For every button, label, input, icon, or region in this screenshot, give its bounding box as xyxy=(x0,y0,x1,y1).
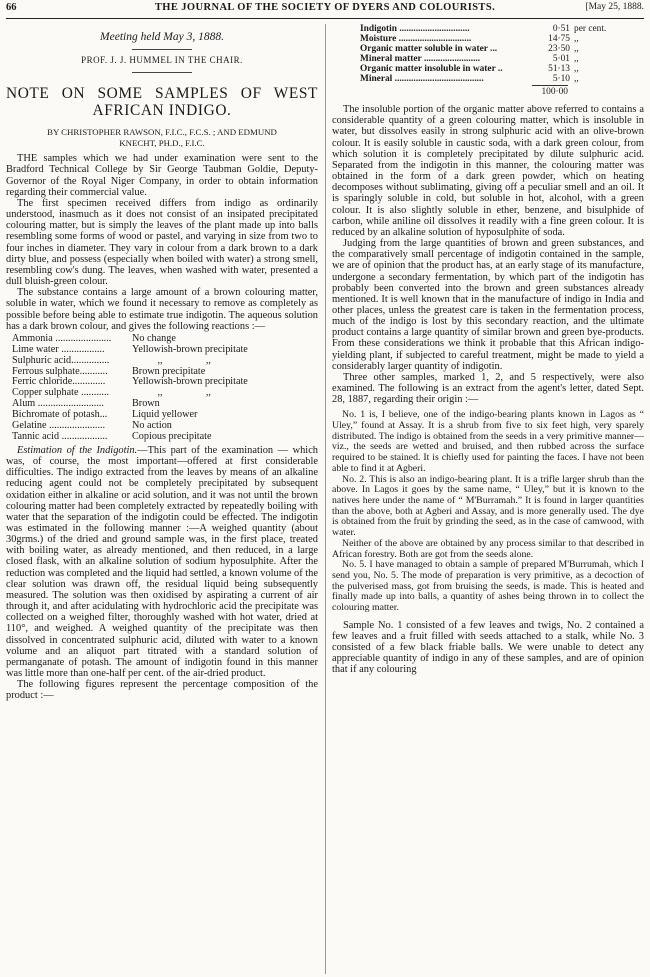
component-cell: Mineral ...................................... xyxy=(360,74,484,84)
table-row xyxy=(360,44,606,54)
value-cell: 5·01 xyxy=(552,54,570,64)
table-row xyxy=(12,432,248,443)
chair-line: PROF. J. J. HUMMEL IN THE CHAIR. xyxy=(81,55,243,66)
letter-paragraph: No. 5. I have managed to obtain a sample of prepared M'Burrumah, which I send you, No. 5. The mode of preparation is very primitive, as a decoction of the pulverised mass, got from bruising the seeds, is made. This is heated and finally made up into balls, a quantity of ashes being thrown in to collect the colouring matter. xyxy=(332,559,644,614)
paragraph: Judging from the large quantities of brown and green substances, and the comparatively small percentage of indigotin contained in the sample, we are of opinion that the product has, at an early stage of its manufacture, undergone a secondary fermentation, by which part of the indigotin has probably been converted into the brown and green substances already mentioned. It is well known that in the manufacture of indigo in India and other places, unless the greatest care is taken in the fermentation process, much of the indigo is lost by this secondary reaction, and the ultimate product contains a large quantity of similar brown and green bye-products. From these considerations we think it probable that this African indigo-yielding plant, if subjected to careful treatment, might be made to yield a considerably larger quantity of indigotin. xyxy=(332,238,644,372)
result-cell: No action xyxy=(132,420,172,432)
page-number: 66 xyxy=(6,2,17,13)
journal-title: THE JOURNAL OF THE SOCIETY OF DYERS AND COLOURISTS. xyxy=(154,2,496,13)
table-row xyxy=(360,54,606,64)
header-rule xyxy=(6,18,644,19)
paragraph xyxy=(6,445,318,679)
running-header xyxy=(6,2,644,18)
letter-paragraph: Neither of the above are obtained by any process similar to that described in African forestry. Both are got from the seeds alone. xyxy=(332,537,644,560)
paragraph: The first specimen received differs from indigo as ordinarily understood, inasmuch as it does not consist of an insipated precipitated colouring matter, but is simply the leaves of the plant made up into balls resembling some forms of wood or pastel, and varying in size from two to four inches in diameter. They vary in colour from a dark brown to a dark dirty blue, and possess (especially when boiled with water) a strong smell, resembling cow's dung. The leaves, when washed with water, presented a dull bluish-green colour. xyxy=(6,197,318,288)
paragraph: Three other samples, marked 1, 2, and 5 respectively, were also examined. The following is an extract from the agent's letter, dated Sept. 28, 1887, regarding their origin :— xyxy=(332,371,644,406)
table-row xyxy=(360,34,606,44)
letter-paragraph: No. 1 is, I believe, one of the indigo-bearing plants known in Lagos as “ Uley,” found at Assay. It is a shrub from five to six feet high, very sparely distributed. The indigo is obtained from the seeds in a very primitive manner—viz., the seeds are wetted and bruised, and then rubbed across the surface required to be stained. It is chiefly used for painting the faces. I have not been able to find it at Agberi. xyxy=(332,409,644,474)
unit-cell: ,, xyxy=(574,54,579,64)
component-cell: Mineral matter ........................ xyxy=(360,54,481,64)
reagent-cell: Ferric chloride............. xyxy=(12,376,106,388)
paragraph: The substance contains a large amount of a brown colouring matter, soluble in water, which we found it necessary to remove as completely as possible before being able to estimate true indigotin. The aqueous solution has a dark brown colour, and gives the following reactions :— xyxy=(6,287,318,332)
component-cell: Moisture ............................... xyxy=(360,34,472,44)
component-cell: Organic matter insoluble in water .. xyxy=(360,64,503,74)
component-cell: Organic matter soluble in water ... xyxy=(360,44,498,54)
paragraph: The insoluble portion of the organic matter above referred to contains a considerable quantity of a green colouring matter, which is insoluble in water, but dissolves easily in strong sulphuric acid with an olive-brown colour. It is easily soluble in caustic soda, with a dark green colour, from which solution it is completely precipitated by dilute sulphuric acid. Separated from the indigotin in this manner, the colouring matter was obtained in the form of a dark green powder, which on heating decomposes without sublimating, giving off a peculiar smell and an oil. It is sparingly soluble in cold, but soluble in hot, alcohol, with a green colour. It is also slightly soluble in ether, benzene, and bisulphide of carbon, while aniline oil dissolves it readily with a fine green colour. It is reduced by an alkaline solution of hyposulphite of soda. xyxy=(332,104,644,238)
issue-date: [May 25, 1888. xyxy=(585,2,644,12)
reagent-cell: Ferrous sulphate........... xyxy=(12,365,108,377)
unit-cell: ,, xyxy=(574,34,579,44)
short-rule xyxy=(132,49,192,50)
table-row xyxy=(12,345,248,356)
short-rule xyxy=(132,72,192,73)
reagent-cell: Bichromate of potash... xyxy=(12,409,108,421)
table-row xyxy=(360,64,606,74)
result-cell: Liquid yellower xyxy=(132,409,198,421)
byline xyxy=(6,127,318,148)
value-cell: 23·50 xyxy=(548,44,570,54)
value-cell: 14·75 xyxy=(548,34,570,44)
unit-cell: ,, xyxy=(574,74,579,84)
result-cell: Yellowish-brown precipitate xyxy=(132,376,248,388)
table-row xyxy=(360,74,606,84)
component-cell: Indigotin .............................. xyxy=(360,24,470,34)
meeting-heading: Meeting held May 3, 1888. xyxy=(100,31,224,43)
reagent-cell: Tannic acid .................. xyxy=(12,430,108,442)
value-cell: 0·51 xyxy=(552,24,570,34)
composition-table xyxy=(360,24,606,84)
table-row xyxy=(12,356,248,367)
value-cell: 5·10 xyxy=(552,74,570,84)
reagent-cell: Copper sulphate ........... xyxy=(12,387,110,399)
composition-total: 100·00 xyxy=(532,85,568,98)
result-cell: Copious precipitate xyxy=(132,430,212,442)
right-column xyxy=(332,24,644,974)
reagent-cell: Ammonia ...................... xyxy=(12,332,112,344)
unit-cell: per cent. xyxy=(574,24,607,34)
reagent-cell: Sulphuric acid............... xyxy=(12,354,110,366)
column-divider xyxy=(325,24,326,974)
byline-line-2: KNECHT, PH.D., F.I.C. xyxy=(119,137,205,148)
result-cell: ,, ,, xyxy=(132,387,211,399)
section-lead: Estimation of the Indigotin. xyxy=(17,444,138,456)
article-title: NOTE ON SOME SAMPLES OF WEST AFRICAN INDIGO. xyxy=(6,85,318,120)
result-cell: ,, ,, xyxy=(132,354,211,366)
left-column xyxy=(6,24,318,974)
reagent-cell: Gelatine ...................... xyxy=(12,420,106,432)
unit-cell: ,, xyxy=(574,64,579,74)
result-cell: Brown xyxy=(132,398,160,410)
unit-cell: ,, xyxy=(574,44,579,54)
letter-extract xyxy=(332,410,644,613)
byline-line-1: BY CHRISTOPHER RAWSON, F.I.C., F.C.S. ; AND EDMUND xyxy=(47,127,277,138)
paragraph: Sample No. 1 consisted of a few leaves and twigs, No. 2 contained a few leaves and a fruit filled with seeds attached to a stalk, while No. 3 consisted of a few black friable balls. We were unable to detect any appreciable quantity of indigo in any of these samples, and are of opinion that if any colouring xyxy=(332,619,644,676)
letter-paragraph: No. 2. This is also an indigo-bearing plant. It is a trifle larger shrub than the above. In Lagos it goes by the same name, “ Uley,” but it is known to the natives here under the name of “ M'Burramah.” It is found in larger quantities than the above, both at Agberi and Assay, and is more generally used. The dye is obtained from the fruit by grinding the seed, as in the case of camwood, with water. xyxy=(332,473,644,539)
reactions-table xyxy=(12,334,248,443)
table-row xyxy=(360,24,606,34)
value-cell: 51·13 xyxy=(548,64,570,74)
paragraph: The following figures represent the percentage composition of the product :— xyxy=(6,679,318,702)
result-cell: Brown precipitate xyxy=(132,365,206,377)
reagent-cell: Lime water ................. xyxy=(12,343,105,355)
reagent-cell: Alum .......................... xyxy=(12,398,104,410)
result-cell: Yellowish-brown precipitate xyxy=(132,343,248,355)
paragraph: THE samples which we had under examination were sent to the Bradford Technical College by Sir George Taubman Goldie, Deputy-Governor of the Royal Niger Company, in order to obtain information regarding their commercial value. xyxy=(6,153,318,198)
paragraph-text: —This part of the examination — which was, of course, the most important—offered at first considerable difficulties. The indigo extracted from the leaves by means of an alkaline reducing agent could not be completely precipitated by subsequent oxidation either in alkaline or acid solution, and it was not until the brown colouring matter had been completely extracted by repeatedly boiling with water that the separation of the indigotin could be effected. The indigotin was estimated in the following manner :—A weighed quantity (about 30grms.) of the dried and ground sample was, in the first place, treated with boiling water, as already mentioned, and then reduced, in a large closed flask, with an alkaline solution of sodium hyposulphite. After the reduction was completed and the liquid had settled, a known volume of the clear solution was drawn off, the residual liquid being subsequently measured. The solution was then oxidised by aspirating a current of air through it, and after acidulating with hydrochloric acid the precipitate was collected on a weighed filter, thoroughly washed with hot water, dried at 110°, and weighed. A weighed quantity of the precipitate was then dissolved in concentrated sulphuric acid, diluted with water to a known volume and an aliquot part titrated with a standard solution of permanganate of potash. The amount of indigotin found in this manner was little more than one-half per cent. of the air-dried product. xyxy=(6,444,318,679)
result-cell: No change xyxy=(132,332,176,344)
